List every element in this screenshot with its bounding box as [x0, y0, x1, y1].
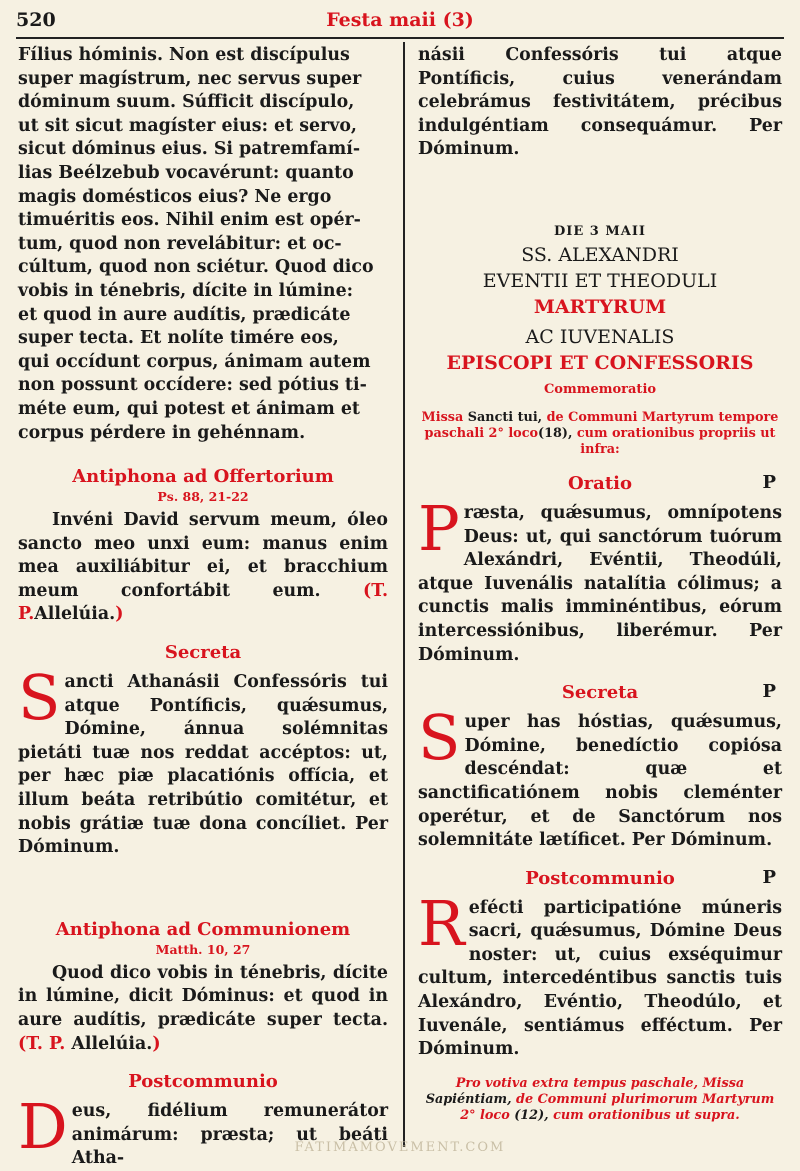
gospel-line: qui occídunt corpus, ánimam autem	[18, 351, 371, 372]
gospel-line: super tecta. Et nolíte timére eos,	[18, 328, 339, 349]
secret-text	[18, 661, 388, 860]
drop-cap: S	[418, 701, 461, 775]
proper-mark: P	[762, 471, 776, 493]
gospel-line: Fílius hóminis. Non est discípulus	[18, 45, 350, 65]
secret-heading-row	[418, 681, 782, 705]
oratio-text	[418, 491, 782, 667]
offertory-heading: Antiphona ad Offertorium	[72, 466, 334, 488]
rubric-part: Missa	[421, 409, 464, 425]
commemoratio-label: Commemoratio	[543, 381, 657, 397]
drop-cap: S	[18, 661, 61, 735]
secret-heading: Secreta	[164, 642, 242, 664]
header-rule	[16, 37, 784, 39]
gospel-line: lias Beélzebub vocavérunt: quanto	[18, 162, 354, 183]
postcommunion-text	[18, 1090, 388, 1171]
left-column	[18, 44, 388, 1171]
alleluia: Allelúia.	[34, 604, 116, 625]
rubric-part: cum orationibus propriis ut infra:	[576, 425, 776, 457]
gospel-line: corpus pérdere in gehénnam.	[18, 422, 306, 443]
gospel-line: magis domésticos eius? Ne ergo	[18, 186, 332, 207]
gospel-line: super magístrum, nec servus super	[18, 68, 362, 89]
page-number: 520	[16, 9, 56, 31]
feast-title-line: SS. ALEXANDRI	[521, 243, 679, 266]
postcommunion-prayer: eus, fidélium remunerátor animárum: præsta; ut beáti Atha-	[71, 1101, 388, 1169]
tp-mark: (T. P.	[18, 580, 388, 625]
communion-antiphon: Quod dico vobis in ténebris, dícite in lúmine, dicit Dóminus: et quod in aure audítis, prædicáte super tecta.	[18, 962, 388, 1030]
rubric-part: Sapiéntiam,	[425, 1091, 512, 1107]
votive-rubric	[418, 1076, 782, 1124]
tp-close: )	[115, 604, 124, 625]
right-column	[418, 44, 782, 1124]
feast-title-line: EPISCOPI ET CONFESSORIS	[446, 351, 754, 374]
rubric-part: de Communi plurimorum Martyrum 2° loco	[460, 1091, 775, 1123]
gospel-line: tum, quod non revelábitur: et oc-	[18, 233, 342, 254]
gospel-line: cúltum, quod non sciétur. Quod dico	[18, 257, 374, 278]
communion-heading: Antiphona ad Communionem	[55, 918, 351, 940]
page-header	[0, 0, 800, 38]
oratio-heading-row	[418, 472, 782, 496]
column-divider	[403, 42, 405, 1147]
secret-prayer: uper has hóstias, quǽsumus, Dómine, benedíctio copiósa descéndat: quæ et sanctificatiónem nobis cleménter operétur, et de Sanctórum nos solemnitáte lætíficet. Per Dóminum.	[418, 712, 782, 851]
feast-date: DIE 3 MAII	[554, 223, 646, 239]
postcommunion-heading-row	[418, 867, 782, 891]
secret-text	[418, 701, 782, 853]
postcommunion-heading: Postcommunio	[525, 867, 675, 889]
drop-cap: R	[418, 886, 465, 960]
gospel-line: non possunt occídere: sed pótius ti-	[18, 375, 367, 396]
gospel-line: vobis in ténebris, dícite in lúmine:	[18, 280, 354, 301]
oratio-prayer: ræsta, quǽsumus, omnípotens Deus: ut, qui sanctórum tuórum Alexándri, Evéntii, Theodúli, atque Iuvenális natalítia cólimus; a cunctis malis imminéntibus, eórum intercessiónibus, liberémur. Per Dóminum.	[418, 502, 782, 665]
communion-reference: Matth. 10, 27	[155, 941, 251, 957]
continuation-text: násii Confessóris tui atque Pontíficis, cuius venerándam celebrámus festivitátem, précibus indulgéntiam consequámur. Per Dóminum.	[418, 45, 782, 160]
proper-mark: P	[762, 866, 776, 888]
rubric-part: Sancti tui,	[467, 409, 543, 425]
postcommunion-text	[418, 886, 782, 1062]
feast-title-line: AC IUVENALIS	[525, 325, 675, 348]
communion-text	[18, 962, 388, 1056]
rubric-part: Pro votiva extra tempus paschale, Missa	[455, 1075, 745, 1091]
gospel-line: méte eum, qui potest et ánimam et	[18, 398, 360, 419]
rubric-part: cum orationibus ut supra.	[553, 1107, 740, 1123]
secret-prayer: ancti Athanásii Confessóris tui atque Pontíficis, quǽsumus, Dómine, ánnua solémnitas pietáti tuæ nos reddat accéptos: ut, per hæc piæ placatiónis offícia, et illum beáta retribútio comitétur, et nobis grátiæ tuæ dona concíliet. Per Dóminum.	[18, 672, 388, 858]
postcommunion-prayer: efécti participatióne múneris sacri, quǽsumus, Dómine Deus noster: ut, cuius exséquimur cultum, intercedéntibus sanctis tuis Alexándro, Evéntio, Theodúlo, et Iuvenále, sentiámus efféctum. Per Dóminum.	[418, 897, 782, 1060]
drop-cap: D	[18, 1090, 68, 1164]
gospel-line: timuéritis eos. Nihil enim est opér-	[18, 210, 361, 231]
oratio-heading: Oratio	[568, 472, 632, 494]
offertory-reference: Ps. 88, 21-22	[157, 489, 249, 505]
offertory-antiphon: Invéni David servum meum, óleo sancto meo unxi eum: manus enim mea auxiliábitur ei, et bracchium meum confortábit eum.	[18, 510, 388, 601]
rubric-part: (12),	[514, 1107, 549, 1123]
proper-mark: P	[762, 681, 776, 703]
gospel-text	[18, 44, 388, 445]
drop-cap: P	[418, 491, 460, 565]
gospel-line: sicut dóminus eius. Si patremfamí-	[18, 139, 361, 160]
watermark: FATIMAMOVEMENT.COM	[294, 1140, 506, 1155]
running-title: Festa maii (3)	[326, 9, 474, 31]
tp-close: )	[152, 1033, 161, 1054]
feast-title-line: MARTYRUM	[533, 295, 667, 318]
feast-title-block	[418, 222, 782, 400]
offertory-text	[18, 509, 388, 627]
gospel-line: dóminum suum. Súfficit discípulo,	[18, 92, 355, 113]
alleluia: Allelúia.	[71, 1033, 153, 1054]
rubric-part: de Communi Martyrum tempore paschali 2° loco	[424, 409, 779, 441]
postcommunion-heading: Postcommunio	[128, 1071, 278, 1093]
secret-heading: Secreta	[561, 682, 639, 704]
rubric-part: (18),	[538, 425, 573, 441]
mass-rubric	[418, 410, 782, 458]
feast-title-line: EVENTII ET THEODULI	[482, 269, 718, 292]
tp-mark: (T. P.	[18, 1033, 66, 1054]
gospel-line: et quod in aure audítis, prædicáte	[18, 304, 351, 325]
gospel-line: ut sit sicut magíster eius: et servo,	[18, 115, 357, 136]
